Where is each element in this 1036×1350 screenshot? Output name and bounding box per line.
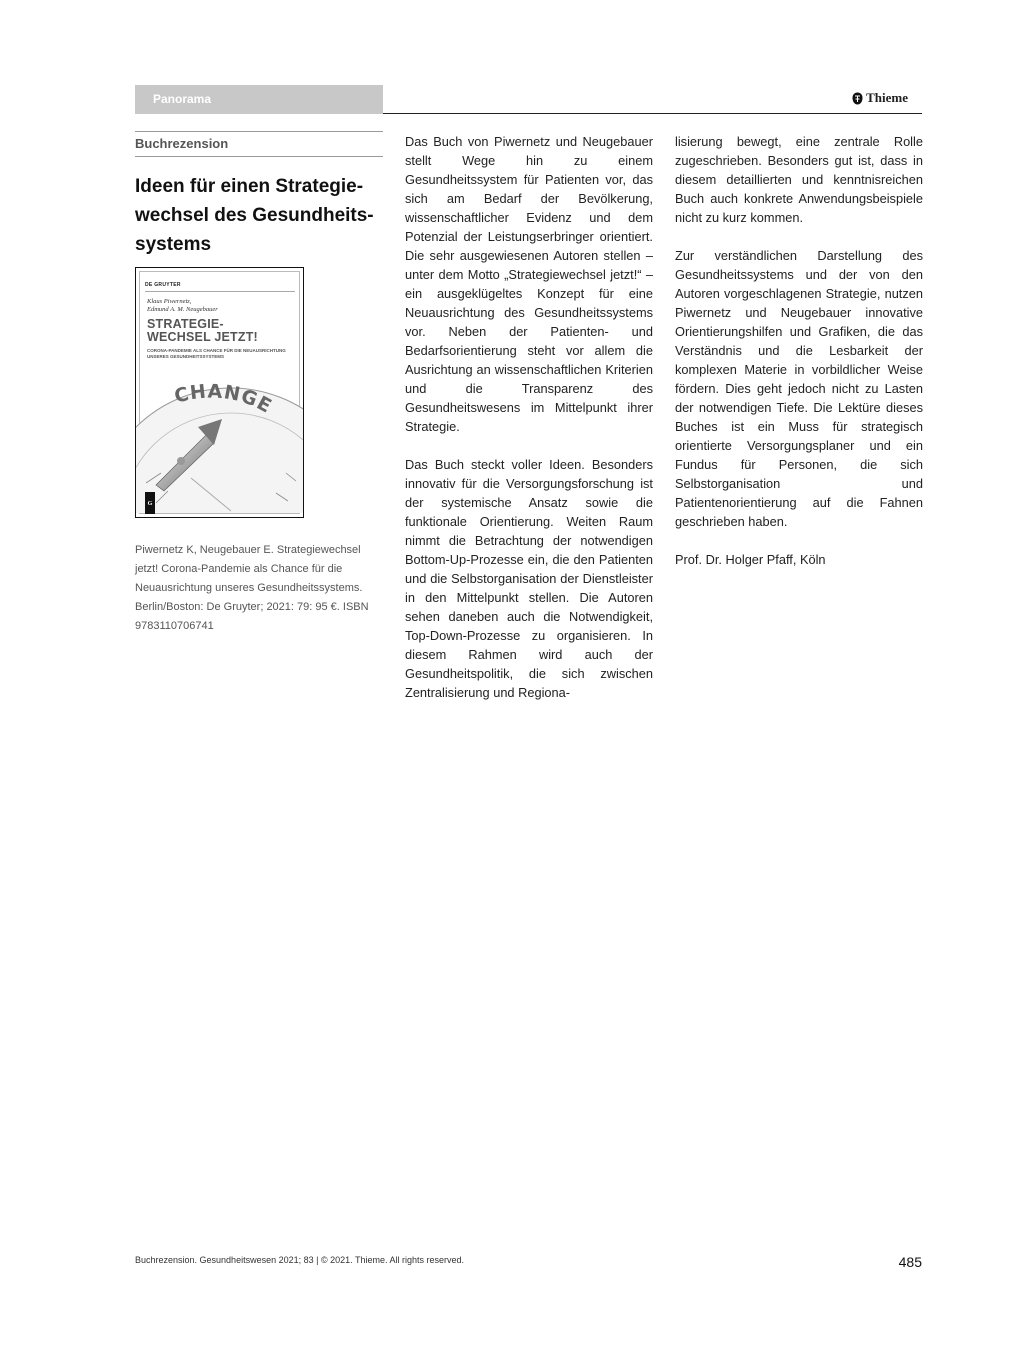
thieme-logo-icon — [852, 92, 863, 105]
paragraph: Zur verständlichen Darstellung des Gesundheitssystems und der von den Autoren vorgeschlagenen Strategie, nutzen Piwernetz und Neugebauer innovative Orientierungshilfen und Grafiken, die das Verständnis und die Lesbarkeit der komplexen Materie in vorbildlicher Weise fördern. Dies geht jedoch nicht zu Lasten der notwendigen Tiefe. Die Lektüre dieses Buches ist ein Muss für strategisch orientierte Versorgungsplaner und ein Fundus für Personen, die sich Selbstorganisation und Patientenorientierung auf die Fahnen geschrieben haben. — [675, 248, 923, 529]
degruyter-logo: G — [145, 492, 155, 514]
brand-name: Thieme — [866, 90, 908, 105]
body-column-right — [675, 132, 923, 569]
book-cover-image — [135, 267, 304, 518]
cover-change-word: CHANGE — [172, 380, 276, 418]
cover-title — [147, 318, 258, 344]
cover-author-2: Edmund A. M. Neugebauer — [147, 306, 218, 313]
cover-title-line-1: STRATEGIE- — [147, 317, 224, 331]
header-rule — [383, 113, 922, 114]
paragraph: Das Buch von Piwernetz und Neugebauer stellt Wege hin zu einem Gesundheitssystem für Patienten vor, das sich am Bedarf der Bevölkerung, wissenschaftlicher Evidenz und dem Potenzial der Leistungserbringer orientiert. Die sehr ausgewiesenen Autoren stellen – unter dem Motto „Strategiewechsel jetzt!“ – ein ausgeklügeltes Konzept für eine Neuausrichtung des Gesundheitssystems vor. Neben der Patienten- und Bedarfsorientierung steht vor allem die Ausrichtung an wissenschaftlichen Kriterien und die Transparenz des Gesundheitswesens im Mittelpunkt ihrer Strategie. — [405, 134, 653, 434]
compass-change-illustration — [136, 373, 303, 513]
body-column-middle — [405, 132, 653, 702]
article-title: Ideen für einen Strategie-wechsel des Gesundheits-systems — [135, 176, 374, 255]
cover-author-1: Klaus Piwernetz, — [147, 298, 192, 305]
reviewer-signature: Prof. Dr. Holger Pfaff, Köln — [675, 552, 826, 567]
cover-title-line-2: WECHSEL JETZT! — [147, 330, 258, 344]
section-label-panorama: Panorama — [153, 92, 212, 106]
cover-divider — [145, 291, 295, 292]
cover-authors — [147, 298, 218, 314]
footer-citation: Buchrezension. Gesundheitswesen 2021; 83 | © 2021. Thieme. All rights reserved. — [135, 1255, 464, 1265]
page-number: 485 — [898, 1254, 922, 1270]
left-column — [135, 131, 383, 259]
publisher-brand — [852, 90, 908, 106]
article-category: Buchrezension — [135, 131, 383, 157]
paragraph: lisierung bewegt, eine zentrale Rolle zugeschrieben. Besonders gut ist, dass in diesem detaillierten und kenntnisreichen Buch auch konkrete Anwendungsbeispiele nicht zu kurz kommen. — [675, 134, 923, 225]
cover-publisher: DE GRUYTER — [145, 282, 181, 288]
section-header-band — [135, 85, 383, 114]
cover-subtitle: CORONA-PANDEMIE ALS CHANCE FÜR DIE NEUAUSRICHTUNG UNSERES GESUNDHEITSSYSTEMS — [147, 348, 286, 359]
paragraph: Das Buch steckt voller Ideen. Besonders innovativ für die Versorgungsforschung ist der systemische Ansatz sowie die funktionale Orientierung. Weiten Raum nimmt die Betrachtung der notwendigen Bottom-Up-Prozesse ein, die den Patienten und die Selbstorganisation der Dienstleister in den Mittelpunkt stellen. Die Autoren sehen daneben auch die Notwendigkeit, Top-Down-Prozesse zu organisieren. In diesem Rahmen wird auch der Gesundheitspolitik, die sich zwischen Zentralisierung und Regiona- — [405, 457, 653, 700]
book-citation-caption: Piwernetz K, Neugebauer E. Strategiewechsel jetzt! Corona-Pandemie als Chance für die Neuausrichtung unseres Gesundheitssystems. Berlin/Boston: De Gruyter; 2021: 79: 95 €. ISBN 9783110706741 — [135, 544, 369, 632]
